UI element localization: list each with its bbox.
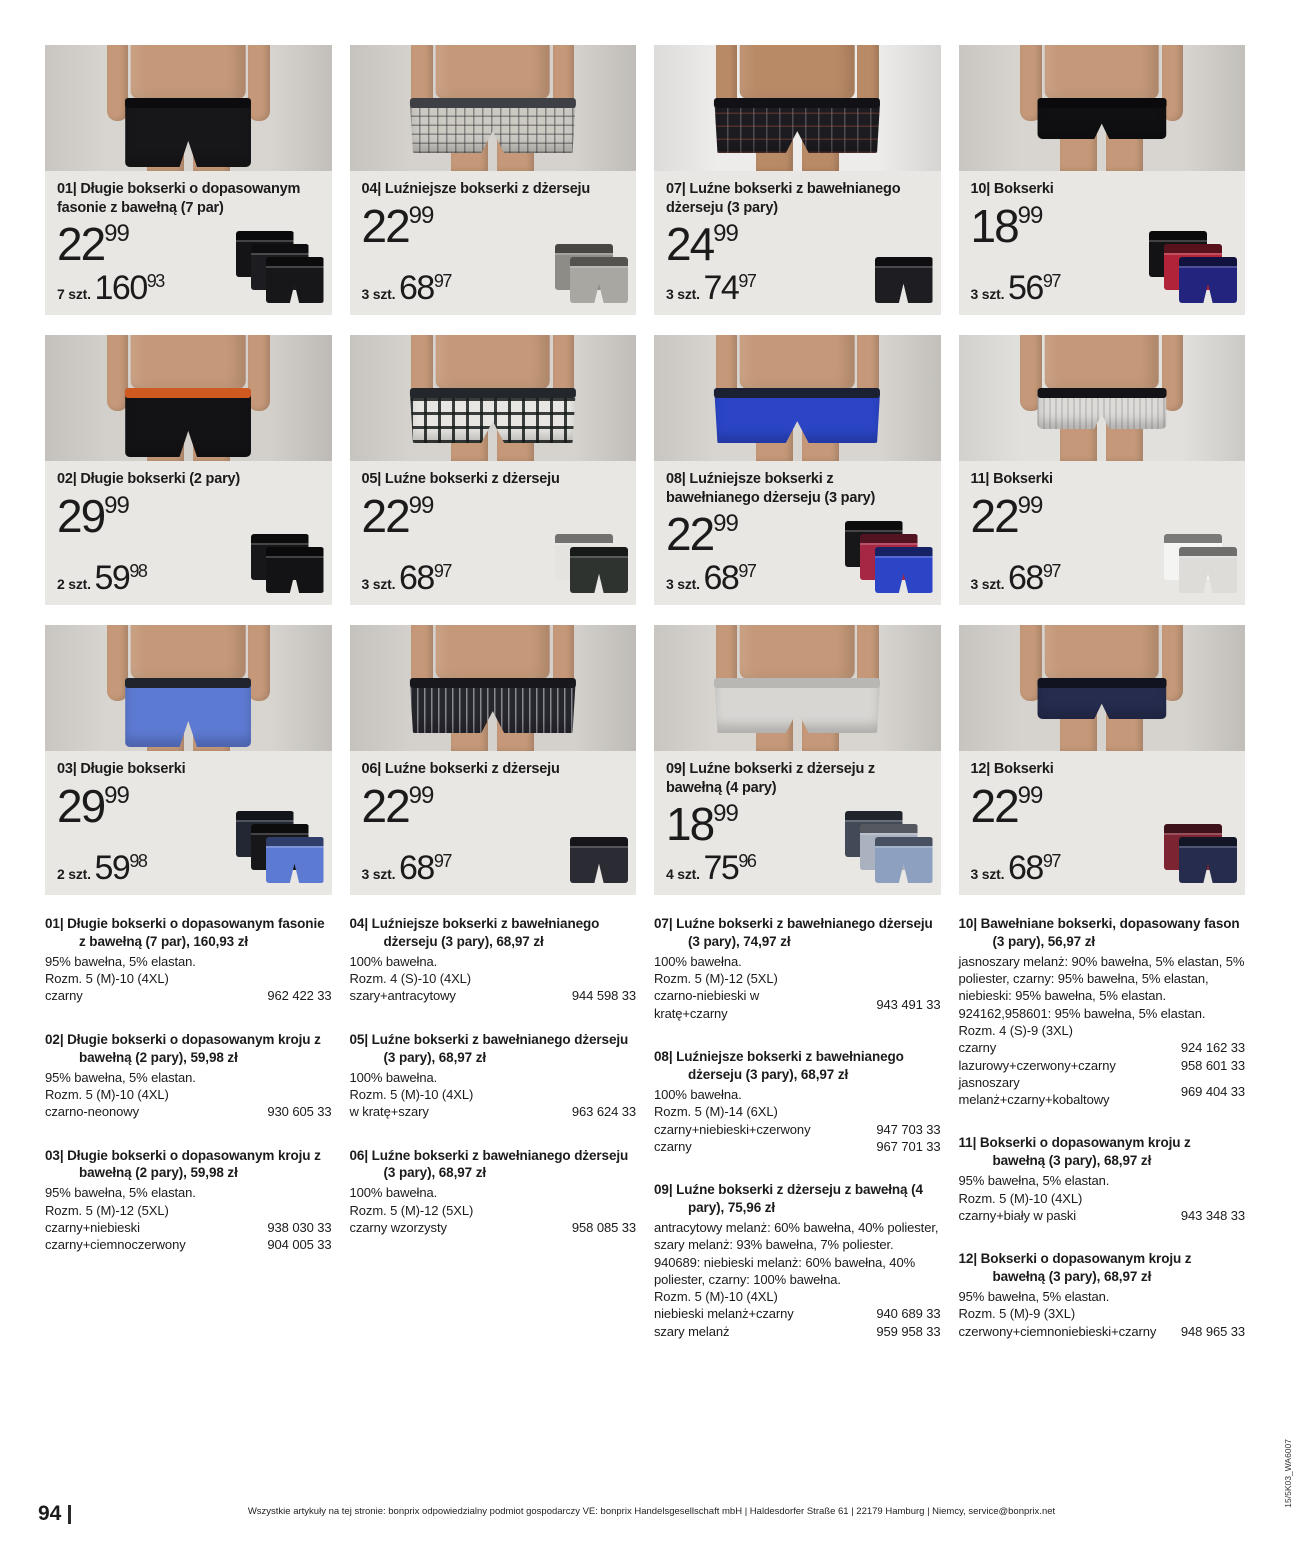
- description-entry-01: [45, 915, 332, 1005]
- product-thumbnail: [1137, 217, 1237, 303]
- model-torso: [435, 625, 550, 679]
- variant-color: jasnoszary melanż+czarny+kobaltowy: [958, 1074, 1110, 1108]
- product-thumbnail: [224, 797, 324, 883]
- variant-row: [350, 1103, 637, 1120]
- thumbnail-boxer-icon: [875, 837, 933, 883]
- article-number: 924 162 33: [1180, 1040, 1245, 1056]
- thumbnail-boxer-icon: [266, 837, 324, 883]
- variant-color: w kratę+szary: [349, 1104, 429, 1120]
- variant-row: [654, 1121, 941, 1138]
- description-line: 100% bawełna.: [654, 1086, 742, 1102]
- unit-price-cents: 99: [104, 491, 129, 519]
- unit-price-cents: 99: [1017, 491, 1043, 519]
- product-card-10: [959, 45, 1246, 315]
- product-thumbnail: [833, 797, 933, 883]
- pack-price-cents: 97: [433, 561, 451, 581]
- thumbnail-boxer-icon: [570, 837, 628, 883]
- unit-price-cents: 99: [713, 220, 738, 248]
- model-limb: [107, 335, 128, 411]
- description-columns: [45, 915, 1245, 1366]
- product-card-01: [45, 45, 332, 315]
- variant-color: czarny+niebieski+czerwony: [654, 1121, 811, 1137]
- description-line: antracytowy melanż: 60% bawełna, 40% poliester, szary melanż: 93% bawełna, 7% poliester. 940689: niebieski melanż: 60% bawełna, 40% poliester, czarny: 100% bawełna.: [654, 1219, 939, 1287]
- thumbnail-boxer-icon: [1179, 547, 1237, 593]
- article-number: 943 348 33: [1180, 1207, 1245, 1223]
- page-number-divider: [68, 1505, 71, 1524]
- article-number: 963 624 33: [571, 1104, 636, 1120]
- unit-price: $22^{99}$: [361, 489, 434, 542]
- description-line: Rozm. 5 (M)-12 (5XL): [654, 971, 778, 987]
- description-line: 95% bawełna, 5% elastan.: [45, 1069, 196, 1085]
- variant-row: [45, 987, 332, 1004]
- unit-price: $29^{99}$: [57, 779, 129, 832]
- unit-price-cents: 99: [1017, 201, 1043, 229]
- article-number: 904 005 33: [267, 1237, 332, 1253]
- pack-price-row: [57, 851, 146, 885]
- waistband: [125, 98, 251, 108]
- description-title: 12| Bokserki o dopasowanym kroju z bawełną (3 pary), 68,97 zł: [958, 1251, 1192, 1285]
- description-line: Rozm. 4 (S)-9 (3XL): [958, 1023, 1073, 1039]
- pack-price-row: [971, 271, 1060, 305]
- description-title: 03| Długie bokserki o dopasowanym kroju z bawełną (2 pary), 59,98 zł: [45, 1147, 321, 1181]
- pack-price-row: [362, 271, 451, 305]
- product-title: 12| Bokserki: [970, 761, 1054, 777]
- pack-price-row: [362, 851, 451, 885]
- variant-row: [959, 1323, 1246, 1340]
- pack-price: $74^{97}$: [703, 269, 756, 307]
- waistband: [1037, 98, 1166, 108]
- model-torso: [1044, 45, 1159, 99]
- pack-price-row: [362, 561, 451, 595]
- product-photo: [350, 335, 637, 461]
- pack-price: $68^{97}$: [399, 559, 451, 597]
- waistband: [125, 678, 251, 688]
- product-title: 02| Długie bokserki (2 pary): [57, 471, 240, 487]
- page-number-block: [38, 1502, 71, 1526]
- product-photo: [959, 45, 1246, 171]
- variant-row: [45, 1236, 332, 1253]
- product-card-05: [350, 335, 637, 605]
- variant-row: [654, 1138, 941, 1155]
- description-column: [959, 915, 1246, 1366]
- description-line: Rozm. 5 (M)-10 (4XL): [958, 1190, 1083, 1206]
- pack-price-row: [666, 271, 755, 305]
- pack-price-row: [57, 561, 146, 595]
- thumbnail-boxer-icon: [1179, 837, 1237, 883]
- product-info-panel: [350, 751, 637, 895]
- model-limb: [248, 335, 269, 411]
- model-torso: [740, 625, 855, 679]
- article-number: 943 491 33: [876, 997, 941, 1013]
- boxers-garment: [125, 678, 251, 747]
- variant-row: [654, 987, 941, 1022]
- product-title: 01| Długie bokserki o dopasowanym fasonie z bawełną (7 par): [57, 181, 301, 216]
- product-thumbnail: [528, 797, 628, 883]
- pack-price-cents: 97: [433, 851, 451, 871]
- pack-price-cents: 97: [738, 271, 756, 291]
- variant-color: czarny+biały w paski: [958, 1207, 1077, 1223]
- pack-price: $56^{97}$: [1008, 269, 1060, 307]
- pack-price: $59^{98}$: [94, 559, 147, 597]
- pack-quantity: 3 szt.: [361, 576, 400, 592]
- product-thumbnail: [528, 217, 628, 303]
- model-torso: [740, 45, 855, 99]
- pack-quantity: 3 szt.: [666, 286, 704, 302]
- description-line: 100% bawełna.: [349, 1185, 438, 1201]
- product-photo: [45, 45, 332, 171]
- unit-price: $22^{99}$: [970, 489, 1043, 542]
- model-torso: [131, 335, 246, 389]
- description-title: 11| Bokserki o dopasowanym kroju z bawełną (3 pary), 68,97 zł: [958, 1135, 1191, 1169]
- variant-color: czarny+niebieski: [45, 1219, 140, 1235]
- description-title: 08| Luźniejsze bokserki z bawełnianego dżerseju (3 pary), 68,97 zł: [654, 1049, 904, 1082]
- pack-price-cents: 97: [1042, 271, 1060, 291]
- product-photo: [350, 625, 637, 751]
- description-entry-04: [350, 915, 637, 1005]
- pack-quantity: 4 szt.: [666, 866, 704, 882]
- description-title: 09| Luźne bokserki z dżerseju z bawełną (4 pary), 75,96 zł: [654, 1182, 923, 1216]
- pack-price: $68^{97}$: [399, 849, 451, 887]
- pack-price-row: [666, 561, 755, 595]
- description-entry-11: [959, 1134, 1246, 1224]
- product-info-panel: [959, 171, 1246, 315]
- variant-row: [959, 1074, 1246, 1109]
- variant-color: czarny+ciemnoczerwony: [45, 1237, 186, 1253]
- model-torso: [1044, 625, 1159, 679]
- product-photo: [45, 335, 332, 461]
- pack-price-cents: 98: [129, 851, 147, 871]
- description-entry-10: [959, 915, 1246, 1108]
- thumbnail-boxer-icon: [875, 547, 933, 593]
- description-entry-07: [654, 915, 941, 1022]
- thumbnail-boxer-icon: [570, 257, 628, 303]
- variant-row: [959, 1057, 1246, 1074]
- article-number: 958 601 33: [1180, 1057, 1245, 1073]
- description-line: Rozm. 5 (M)-10 (4XL): [45, 1086, 169, 1102]
- thumbnail-boxer-icon: [266, 257, 324, 303]
- product-card-11: [959, 335, 1246, 605]
- thumbnail-boxer-icon: [1179, 257, 1237, 303]
- pack-quantity: 2 szt.: [57, 576, 95, 592]
- pack-quantity: 3 szt.: [970, 576, 1009, 592]
- description-line: Rozm. 5 (M)-10 (4XL): [349, 1086, 474, 1102]
- product-thumbnail: [224, 507, 324, 593]
- pack-quantity: 7 szt.: [57, 286, 95, 302]
- waistband: [410, 98, 576, 108]
- article-number: 938 030 33: [267, 1219, 332, 1235]
- description-line: 95% bawełna, 5% elastan.: [958, 1173, 1110, 1189]
- description-title: 10| Bawełniane bokserki, dopasowany fason (3 pary), 56,97 zł: [958, 916, 1240, 949]
- thumbnail-boxer-icon: [266, 547, 324, 593]
- product-info-panel: [350, 461, 637, 605]
- description-line: jasnoszary melanż: 90% bawełna, 5% elastan, 5% poliester, czarny: 95% bawełna, 5% elastan, niebieski: 95% bawełna, 5% elastan. 924162,958601: 95% bawełna, 5% elastan.: [958, 953, 1245, 1021]
- product-thumbnail: [833, 217, 933, 303]
- article-number: 962 422 33: [267, 988, 332, 1004]
- variant-color: lazurowy+czerwony+czarny: [958, 1057, 1116, 1073]
- description-entry-02: [45, 1031, 332, 1121]
- description-line: 100% bawełna.: [349, 1069, 438, 1085]
- model-torso: [1044, 335, 1159, 389]
- pack-price-row: [971, 851, 1060, 885]
- product-info-panel: [45, 461, 332, 605]
- variant-color: czarno-niebieski w kratę+czarny: [654, 988, 760, 1021]
- unit-price: $18^{99}$: [666, 798, 738, 851]
- variant-row: [45, 1219, 332, 1236]
- pack-price-cents: 93: [146, 271, 164, 291]
- unit-price-cents: 99: [408, 491, 434, 519]
- description-line: Rozm. 5 (M)-14 (6XL): [654, 1104, 778, 1120]
- product-title: 06| Luźne bokserki z dżerseju: [361, 761, 560, 777]
- product-grid: [45, 45, 1245, 895]
- product-card-07: [654, 45, 941, 315]
- variant-row: [959, 1039, 1246, 1056]
- variant-row: [350, 987, 637, 1004]
- product-thumbnail: [833, 507, 933, 593]
- description-column: [350, 915, 637, 1366]
- waistband: [714, 388, 880, 398]
- product-info-panel: [959, 461, 1246, 605]
- product-thumbnail: [528, 507, 628, 593]
- pack-price-cents: 97: [1042, 561, 1060, 581]
- description-line: Rozm. 5 (M)-10 (4XL): [654, 1289, 778, 1305]
- product-card-03: [45, 625, 332, 895]
- description-entry-05: [350, 1031, 637, 1121]
- variant-color: czarno-neonowy: [45, 1104, 139, 1120]
- unit-price-cents: 99: [713, 510, 738, 538]
- product-title: 04| Luźniejsze bokserki z dżerseju: [361, 181, 591, 197]
- product-info-panel: [959, 751, 1246, 895]
- model-torso: [131, 45, 246, 99]
- model-limb: [248, 45, 269, 121]
- description-line: 95% bawełna, 5% elastan.: [45, 953, 196, 969]
- article-number: 948 965 33: [1180, 1323, 1245, 1339]
- description-line: Rozm. 5 (M)-9 (3XL): [958, 1306, 1076, 1322]
- description-title: 05| Luźne bokserki z bawełnianego dżerseju (3 pary), 68,97 zł: [349, 1031, 629, 1065]
- waistband: [1037, 678, 1166, 688]
- description-line: 100% bawełna.: [349, 953, 438, 969]
- pack-price-row: [666, 851, 755, 885]
- thumbnail-boxer-icon: [570, 547, 628, 593]
- variant-color: czarny: [958, 1040, 997, 1056]
- article-number: 959 958 33: [876, 1323, 941, 1339]
- pack-price-cents: 97: [433, 271, 451, 291]
- pack-quantity: 2 szt.: [57, 866, 95, 882]
- pack-price-cents: 97: [738, 561, 756, 581]
- pack-price-row: [57, 271, 164, 305]
- product-title: 08| Luźniejsze bokserki z bawełnianego dżerseju (3 pary): [666, 471, 876, 506]
- description-line: 100% bawełna.: [654, 953, 742, 969]
- description-title: 04| Luźniejsze bokserki z bawełnianego dżerseju (3 pary), 68,97 zł: [349, 916, 600, 949]
- variant-color: czarny: [654, 1138, 692, 1154]
- variant-color: szary+antracytowy: [349, 988, 456, 1004]
- pack-price: $68^{97}$: [399, 269, 451, 307]
- pack-price: $160^{93}$: [94, 269, 164, 307]
- model-torso: [131, 625, 246, 679]
- unit-price: $22^{99}$: [666, 508, 738, 561]
- pack-price: $68^{97}$: [1008, 849, 1060, 887]
- product-thumbnail: [224, 217, 324, 303]
- waistband: [1037, 388, 1166, 398]
- product-info-panel: [654, 461, 941, 605]
- waistband: [125, 388, 251, 398]
- unit-price: $24^{99}$: [666, 218, 738, 271]
- variant-row: [45, 1103, 332, 1120]
- product-info-panel: [45, 171, 332, 315]
- pack-quantity: 3 szt.: [970, 286, 1009, 302]
- product-thumbnail: [1137, 797, 1237, 883]
- product-info-panel: [350, 171, 637, 315]
- product-photo: [959, 335, 1246, 461]
- description-line: 95% bawełna, 5% elastan.: [958, 1289, 1110, 1305]
- product-title: 05| Luźne bokserki z dżerseju: [361, 471, 560, 487]
- unit-price-cents: 99: [713, 800, 738, 828]
- article-number: 947 703 33: [876, 1121, 941, 1137]
- description-entry-12: [959, 1250, 1246, 1340]
- unit-price: $22^{99}$: [970, 779, 1043, 832]
- unit-price: $18^{99}$: [970, 199, 1043, 252]
- variant-row: [350, 1219, 637, 1236]
- product-info-panel: [45, 751, 332, 895]
- product-photo: [654, 625, 941, 751]
- pack-price-cents: 96: [738, 851, 756, 871]
- description-entry-09: [654, 1181, 941, 1340]
- variant-color: szary melanż: [654, 1323, 730, 1339]
- description-title: 06| Luźne bokserki z bawełnianego dżerseju (3 pary), 68,97 zł: [349, 1147, 629, 1181]
- product-card-12: [959, 625, 1246, 895]
- article-number: 969 404 33: [1180, 1083, 1245, 1099]
- variant-row: [654, 1323, 941, 1340]
- product-photo: [654, 45, 941, 171]
- pack-price-cents: 98: [129, 561, 147, 581]
- waistband: [410, 388, 576, 398]
- product-photo: [350, 45, 637, 171]
- pack-quantity: 3 szt.: [666, 576, 704, 592]
- description-title: 07| Luźne bokserki z bawełnianego dżerseju (3 pary), 74,97 zł: [654, 916, 933, 949]
- product-title: 03| Długie bokserki: [57, 761, 186, 777]
- model-torso: [740, 335, 855, 389]
- product-card-06: [350, 625, 637, 895]
- unit-price: $22^{99}$: [361, 779, 434, 832]
- product-title: 07| Luźne bokserki z bawełnianego dżerseju (3 pary): [666, 181, 901, 216]
- waistband: [410, 678, 576, 688]
- pack-price-cents: 97: [1042, 851, 1060, 871]
- product-card-04: [350, 45, 637, 315]
- side-code: 15/5K03_WA6007: [1283, 1439, 1293, 1508]
- description-line: Rozm. 5 (M)-12 (5XL): [45, 1202, 169, 1218]
- article-number: 967 701 33: [876, 1138, 941, 1154]
- boxers-garment: [125, 388, 251, 457]
- description-title: 01| Długie bokserki o dopasowanym fasonie z bawełną (7 par), 160,93 zł: [45, 916, 325, 949]
- variant-row: [654, 1305, 941, 1322]
- description-entry-06: [350, 1147, 637, 1237]
- unit-price-cents: 99: [1017, 781, 1043, 809]
- pack-price: $68^{97}$: [703, 559, 756, 597]
- variant-color: niebieski melanż+czarny: [654, 1306, 794, 1322]
- product-photo: [959, 625, 1246, 751]
- unit-price: $22^{99}$: [57, 218, 129, 271]
- product-card-09: [654, 625, 941, 895]
- model-torso: [435, 335, 550, 389]
- pack-quantity: 3 szt.: [970, 866, 1009, 882]
- description-line: 95% bawełna, 5% elastan.: [45, 1185, 196, 1201]
- description-column: [654, 915, 941, 1366]
- product-info-panel: [654, 751, 941, 895]
- variant-color: czarny: [45, 988, 83, 1004]
- pack-quantity: 3 szt.: [361, 286, 400, 302]
- boxers-garment: [125, 98, 251, 167]
- description-title: 02| Długie bokserki o dopasowanym kroju z bawełną (2 pary), 59,98 zł: [45, 1031, 321, 1065]
- variant-color: czarny wzorzysty: [349, 1219, 447, 1235]
- unit-price-cents: 99: [408, 201, 434, 229]
- page-number: 94: [38, 1502, 62, 1525]
- pack-price-row: [971, 561, 1060, 595]
- product-thumbnail: [1137, 507, 1237, 593]
- pack-price: $68^{97}$: [1008, 559, 1060, 597]
- description-line: Rozm. 4 (S)-10 (4XL): [349, 971, 472, 987]
- model-limb: [107, 45, 128, 121]
- description-line: Rozm. 5 (M)-10 (4XL): [45, 971, 169, 987]
- product-card-08: [654, 335, 941, 605]
- unit-price: $22^{99}$: [361, 199, 434, 252]
- article-number: 944 598 33: [571, 988, 636, 1004]
- product-info-panel: [654, 171, 941, 315]
- pack-price: $59^{98}$: [94, 849, 147, 887]
- description-column: [45, 915, 332, 1366]
- unit-price: $29^{99}$: [57, 489, 129, 542]
- product-title: 10| Bokserki: [970, 181, 1054, 197]
- product-card-02: [45, 335, 332, 605]
- description-entry-08: [654, 1048, 941, 1155]
- thumbnail-boxer-icon: [875, 257, 933, 303]
- model-limb: [107, 625, 128, 701]
- waistband: [714, 98, 880, 108]
- variant-row: [959, 1207, 1246, 1224]
- product-photo: [45, 625, 332, 751]
- description-line: Rozm. 5 (M)-12 (5XL): [349, 1202, 474, 1218]
- waistband: [714, 678, 880, 688]
- description-entry-03: [45, 1147, 332, 1254]
- unit-price-cents: 99: [408, 781, 434, 809]
- model-limb: [248, 625, 269, 701]
- product-photo: [654, 335, 941, 461]
- article-number: 930 605 33: [267, 1104, 332, 1120]
- pack-price: $75^{96}$: [703, 849, 756, 887]
- product-title: 11| Bokserki: [970, 471, 1053, 487]
- model-torso: [435, 45, 550, 99]
- unit-price-cents: 99: [104, 781, 129, 809]
- variant-color: czerwony+ciemnoniebieski+czarny: [958, 1323, 1157, 1339]
- product-title: 09| Luźne bokserki z dżerseju z bawełną (4 pary): [666, 761, 875, 796]
- article-number: 958 085 33: [571, 1219, 636, 1235]
- footer-note: Wszystkie artykuły na tej stronie: bonprix odpowiedzialny podmiot gospodarczy VE: bonprix Handelsgesellschaft mbH | Haldesdorfer Straße 61 | 22179 Hamburg | Niemcy, service@bonprix.net: [247, 1506, 1056, 1517]
- article-number: 940 689 33: [876, 1306, 941, 1322]
- pack-quantity: 3 szt.: [361, 866, 400, 882]
- unit-price-cents: 99: [104, 220, 129, 248]
